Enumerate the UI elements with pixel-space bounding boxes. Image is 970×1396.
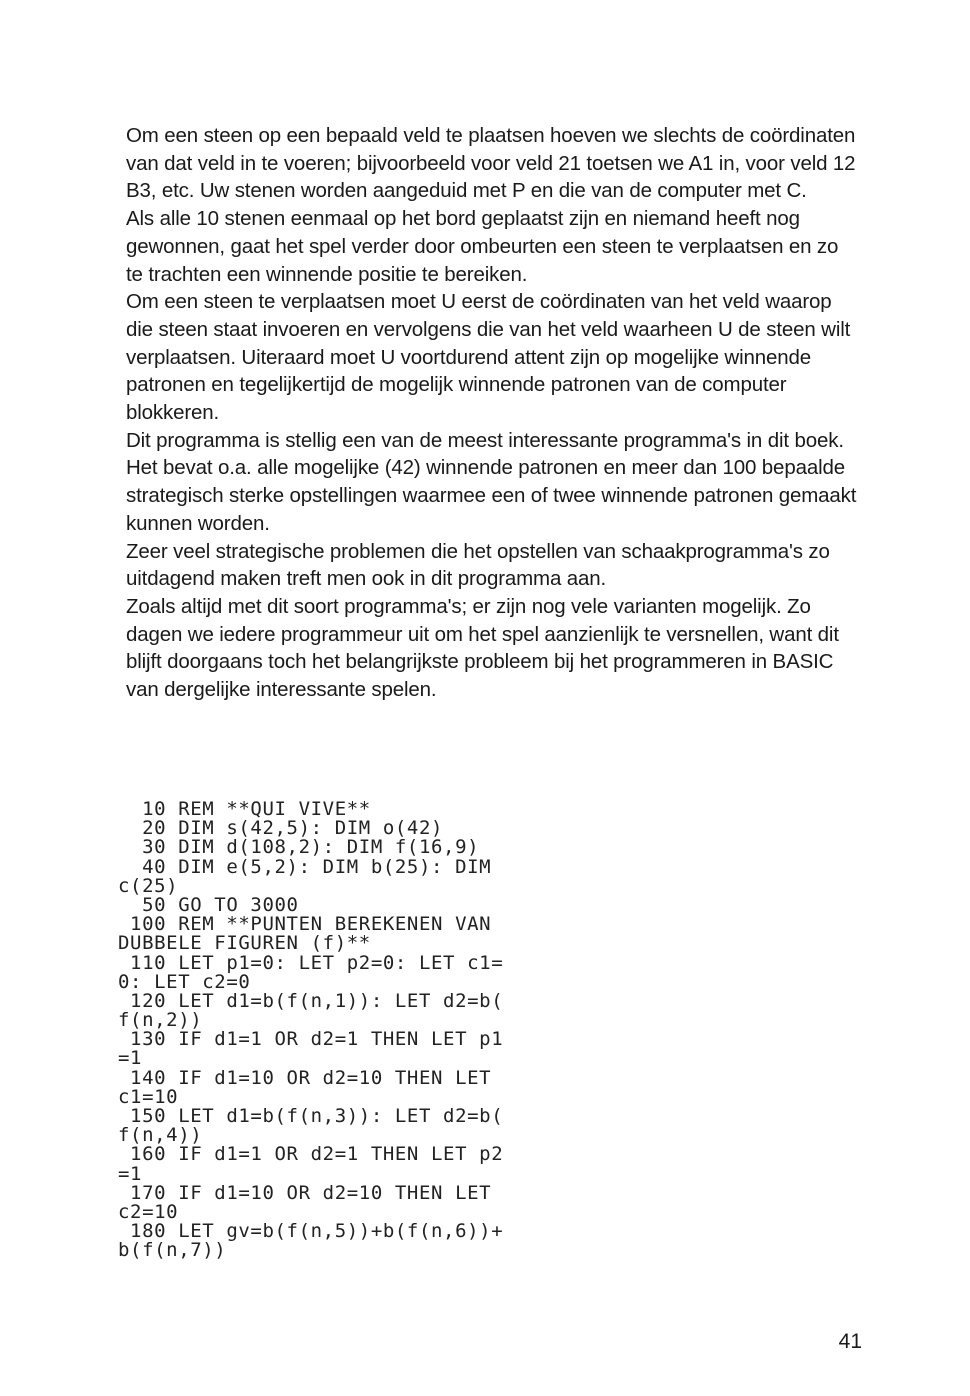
- code-line: =1: [118, 1047, 143, 1070]
- basic-code-listing: [118, 800, 618, 1261]
- code-line: f(n,4)): [118, 1124, 203, 1147]
- code-line: 180 LET gv=b(f(n,5))+b(f(n,6))+: [118, 1220, 504, 1243]
- code-line: c1=10: [118, 1085, 179, 1108]
- code-line: c(25): [118, 874, 179, 897]
- paragraph-placement: Als alle 10 stenen eenmaal op het bord geplaatst zijn en niemand heeft nog gewonnen, gaat het spel verder door ombeurten een steen te verplaatsen en zo te trachten een winnende positie te bereiken.: [126, 207, 839, 286]
- code-line: 30 DIM d(108,2): DIM f(16,9): [118, 836, 480, 859]
- code-line: 40 DIM e(5,2): DIM b(25): DIM: [118, 855, 492, 878]
- code-line: 170 IF d1=10 OR d2=10 THEN LET: [118, 1181, 492, 1204]
- code-line: 120 LET d1=b(f(n,1)): LET d2=b(: [118, 989, 504, 1012]
- code-line: 100 REM **PUNTEN BEREKENEN VAN: [118, 913, 492, 936]
- code-line: DUBBELE FIGUREN (f)**: [118, 932, 371, 955]
- code-line: 50 GO TO 3000: [118, 893, 299, 916]
- code-line: 130 IF d1=1 OR d2=1 THEN LET p1: [118, 1028, 504, 1051]
- paragraph-strategy: Zeer veel strategische problemen die het opstellen van schaakprogramma's zo uitdagend maken treft men ook in dit programma aan.: [126, 539, 830, 591]
- code-line: 0: LET c2=0: [118, 970, 251, 993]
- code-line: 20 DIM s(42,5): DIM o(42): [118, 817, 444, 840]
- code-line: 160 IF d1=1 OR d2=1 THEN LET p2: [118, 1143, 504, 1166]
- code-line: b(f(n,7)): [118, 1239, 227, 1262]
- paragraph-program-description: Dit programma is stellig een van de meest interessante programma's in dit boek. Het bevat o.a. alle mogelijke (42) winnende patronen en meer dan 100 bepaalde strategisch sterke opstellingen waarmee een of twee winnende patronen gemaakt kunnen worden.: [126, 428, 857, 535]
- body-text: [126, 122, 858, 704]
- code-line: 10 REM **QUI VIVE**: [118, 798, 371, 820]
- code-line: f(n,2)): [118, 1009, 203, 1032]
- code-line: 150 LET d1=b(f(n,3)): LET d2=b(: [118, 1105, 504, 1127]
- paragraph-variants: Zoals altijd met dit soort programma's; er zijn nog vele varianten mogelijk. Zo dagen we iedere programmeur uit om het spel aanzienlijk te versnellen, want dit blijft doorgaans toch het belangrijkste probleem bij het programmeren in BASIC van dergelijke interessante spelen.: [126, 594, 839, 702]
- code-line: 140 IF d1=10 OR d2=10 THEN LET: [118, 1066, 492, 1089]
- code-line: c2=10: [118, 1200, 179, 1223]
- code-line: =1: [118, 1162, 143, 1185]
- code-line: 110 LET p1=0: LET p2=0: LET c1=: [118, 951, 504, 974]
- paragraph-moving: Om een steen te verplaatsen moet U eerst de coördinaten van het veld waarop die steen staat invoeren en vervolgens die van het veld waarheen U de steen wilt verplaatsen. Uiteraard moet U voortdurend attent zijn op mogelijke winnende patronen en tegelijkertijd de mogelijk winnende patronen van de computer blokkeren.: [126, 290, 851, 425]
- page-number: 41: [838, 1330, 862, 1353]
- paragraph-coordinates: Om een steen op een bepaald veld te plaatsen hoeven we slechts de coördinaten van dat veld in te voeren; bijvoorbeeld voor veld 21 toetsen we A1 in, voor veld 12 B3, etc. Uw stenen worden aangeduid met P en die van de computer met C.: [126, 124, 856, 203]
